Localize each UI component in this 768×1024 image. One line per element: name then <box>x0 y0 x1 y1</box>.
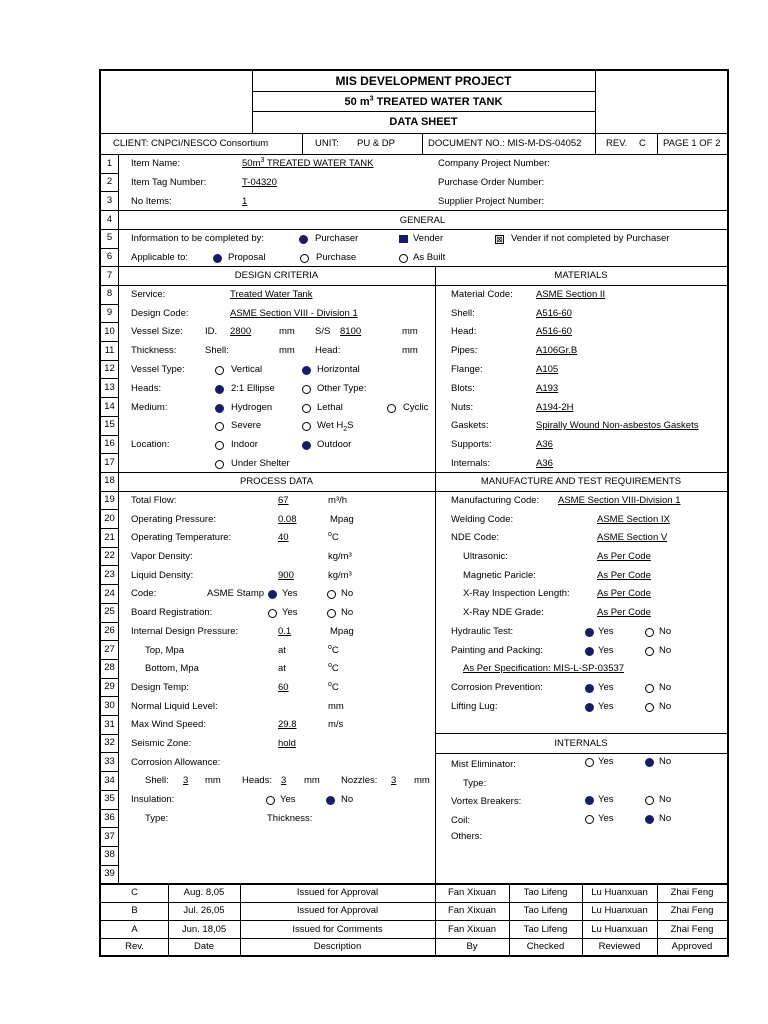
ca-shell-value: 3 <box>183 775 189 786</box>
row-number: 17 <box>104 456 115 468</box>
manufacturing-code-label: Manufacturing Code: <box>451 495 540 506</box>
ellipse-label: 2:1 Ellipse <box>231 383 275 394</box>
insulation-yes-label: Yes <box>280 794 296 805</box>
total-flow-label: Total Flow: <box>131 495 177 506</box>
no-items-label: No Items: <box>131 196 172 207</box>
corrosion-prevention-label: Corrosion Prevention: <box>451 682 543 693</box>
design-code-value: ASME Section VIII - Division 1 <box>230 308 358 319</box>
location-label: Location: <box>131 439 170 450</box>
revision-reviewed: Lu Huanxuan <box>591 923 648 935</box>
revision-reviewed: Lu Huanxuan <box>591 887 648 898</box>
revision-by: Fan Xixuan <box>447 905 497 917</box>
ss-value: 8100 <box>340 326 362 337</box>
magnetic-particle-label: Magnetic Paricle: <box>463 570 536 581</box>
info-completed-label: Information to be completed by: <box>131 233 265 244</box>
corrosion-yes-radio[interactable] <box>585 684 594 693</box>
mat-internals-label: Internals: <box>451 458 491 469</box>
row-number: 16 <box>104 438 115 449</box>
vessel-size-label: Vessel Size: <box>131 326 183 337</box>
reviewed-header: Reviewed <box>598 941 641 952</box>
vessel-type-label: Vessel Type: <box>131 364 185 375</box>
indoor-label: Indoor <box>231 439 258 450</box>
item-tag-label: Item Tag Number: <box>131 177 207 188</box>
row-number: 19 <box>104 494 115 506</box>
coil-no-radio[interactable] <box>645 815 654 824</box>
other-type-label: Other Type: <box>317 383 367 394</box>
revision-desc: Issued for Approval <box>296 905 379 917</box>
severe-radio[interactable] <box>215 422 224 431</box>
row-number: 32 <box>104 737 115 749</box>
nde-code-value: ASME Section V <box>597 532 668 543</box>
vertical-radio[interactable] <box>215 366 224 375</box>
row-number: 11 <box>104 344 115 356</box>
item-name-label: Item Name: <box>131 158 181 169</box>
row-number: 22 <box>104 550 115 562</box>
board-no-label: No <box>341 607 354 618</box>
welding-code-value: ASME Section IX <box>597 514 670 525</box>
board-no-radio[interactable] <box>327 609 336 618</box>
revision-approved: Zhai Feng <box>670 923 714 935</box>
row-number: 3 <box>106 194 113 206</box>
row-number: 12 <box>104 363 115 375</box>
proposal-radio[interactable] <box>213 254 222 263</box>
mat-blots-value: A193 <box>536 383 559 394</box>
liquid-density-value: 900 <box>278 570 294 581</box>
document-title: 50 $m^3$ TREATED WATER TANK <box>344 95 503 108</box>
outdoor-label: Outdoor <box>317 439 352 450</box>
row-number: 7 <box>106 269 113 281</box>
row-number: 6 <box>106 251 113 262</box>
row-number: 38 <box>104 849 115 861</box>
asme-stamp-label: ASME Stamp <box>207 588 265 599</box>
row-number: 36 <box>104 812 115 823</box>
max-wind-speed-label: Max Wind Speed: <box>131 719 206 730</box>
vender-label: Vender <box>413 233 444 244</box>
mist-no-label: No <box>659 756 672 767</box>
lethal-label: Lethal <box>317 402 343 413</box>
asme-stamp-yes-radio[interactable] <box>268 590 277 599</box>
data-sheet <box>99 69 729 957</box>
insulation-label: Insulation: <box>131 794 175 805</box>
purchase-label: Purchase <box>316 252 357 263</box>
ultrasonic-value: As Per Code <box>597 551 651 562</box>
vortex-no-label: No <box>659 794 672 805</box>
severe-label: Severe <box>231 420 262 431</box>
mat-blots-label: Blots: <box>451 383 475 394</box>
lifting-yes-label: Yes <box>598 701 614 712</box>
operating-temperature-unit: $^o$C <box>328 530 339 543</box>
seismic-zone-label: Seismic Zone: <box>131 738 192 749</box>
thickness-head-unit: mm <box>402 345 418 356</box>
rev-label: REV. <box>606 138 628 149</box>
mist-eliminator-label: Mist Eliminator: <box>451 759 516 770</box>
hydraulic-yes-label: Yes <box>598 626 614 637</box>
code-label: Code: <box>131 588 157 599</box>
design-temp-unit: $^o$C <box>328 680 339 693</box>
board-registration-label: Board Registration: <box>131 607 213 618</box>
row-number: 35 <box>104 793 115 805</box>
vapor-density-unit: kg/m³ <box>328 551 352 562</box>
max-wind-speed-value: 29.8 <box>278 719 297 730</box>
asme-stamp-yes-label: Yes <box>282 588 298 599</box>
xray-grade-value: As Per Code <box>597 607 651 618</box>
ss-unit: mm <box>402 326 418 337</box>
hydraulic-test-label: Hydraulic Test: <box>451 626 514 637</box>
thickness-label: Thickness: <box>131 345 177 356</box>
vortex-breakers-label: Vortex Breakers: <box>451 796 522 807</box>
internal-design-pressure-unit: Mpag <box>330 626 354 637</box>
operating-pressure-unit: Mpag <box>330 514 354 525</box>
row-number: 23 <box>104 568 115 580</box>
ss-label: S/S <box>315 326 331 337</box>
bottom-at-label: at <box>278 663 286 674</box>
design-temp-label: Design Temp: <box>131 682 189 693</box>
purchase-order-label: Purchase Order Number: <box>438 177 545 188</box>
total-flow-unit: m³/h <box>328 495 347 506</box>
ca-shell-unit: mm <box>205 775 221 786</box>
as-built-label: As Built <box>413 252 446 263</box>
vender-if-not-completed-label: Vender if not completed by Purchaser <box>511 233 670 244</box>
unit-label: UNIT: <box>315 138 339 149</box>
cyclic-radio[interactable] <box>387 404 396 413</box>
revision-date: Jul. 26,05 <box>183 905 225 917</box>
document-number: DOCUMENT NO.: MIS-M-DS-04052 <box>428 138 582 149</box>
board-yes-label: Yes <box>282 607 298 618</box>
bottom-mpa-label: Bottom, Mpa <box>145 663 199 674</box>
seismic-zone-value: hold <box>278 738 296 749</box>
xray-length-value: As Per Code <box>597 588 651 599</box>
service-label: Service: <box>131 289 166 300</box>
mat-shell-value: A516-60 <box>536 308 572 319</box>
normal-liquid-level-label: Normal Liquid Level: <box>131 701 218 712</box>
hydrogen-label: Hydrogen <box>231 402 273 413</box>
coil-label: Coil: <box>451 815 471 826</box>
welding-code-label: Welding Code: <box>451 514 514 525</box>
vender-checkbox[interactable] <box>399 235 408 243</box>
revision-reviewed: Lu Huanxuan <box>591 905 648 917</box>
ultrasonic-label: Ultrasonic: <box>463 551 508 562</box>
purchase-radio[interactable] <box>300 254 309 263</box>
mat-head-value: A516-60 <box>536 326 572 337</box>
row-number: 20 <box>104 512 115 524</box>
row-number: 10 <box>104 325 115 337</box>
row-number: 29 <box>104 681 115 693</box>
mat-flange-value: A105 <box>536 364 559 375</box>
row-number: 8 <box>106 288 113 300</box>
revision-date: Jun. 18,05 <box>181 923 227 935</box>
row-number: 15 <box>104 419 115 431</box>
date-header: Date <box>193 941 215 952</box>
top-at-label: at <box>278 645 286 656</box>
total-flow-value: 67 <box>278 495 289 506</box>
xray-length-label: X-Ray Inspection Length: <box>463 588 570 599</box>
revision-rev: A <box>131 923 138 935</box>
id-value: 2800 <box>230 326 252 337</box>
coil-yes-radio[interactable] <box>585 815 594 824</box>
ca-nozzles-value: 3 <box>391 775 397 786</box>
revision-rev: B <box>131 905 138 917</box>
cyclic-label: Cyclic <box>403 402 429 413</box>
ca-heads-value: 3 <box>281 775 287 786</box>
mat-internals-value: A36 <box>536 458 553 469</box>
item-name-value: $50m^3$ TREATED WATER TANK <box>242 156 374 169</box>
vertical-label: Vertical <box>231 364 263 375</box>
revision-by: Fan Xixuan <box>447 887 497 898</box>
thickness-shell-label: Shell: <box>205 345 229 356</box>
page-number: PAGE 1 OF 2 <box>663 138 721 149</box>
document-subtitle: DATA SHEET <box>389 116 458 128</box>
client-field: CLIENT: CNPCI/NESCO Consortium <box>113 138 269 149</box>
insulation-type-label: Type: <box>145 813 169 824</box>
operating-pressure-label: Operating Pressure: <box>131 514 217 525</box>
revision-approved: Zhai Feng <box>670 905 714 917</box>
corrosion-allowance-label: Corrosion Allowance: <box>131 757 221 768</box>
section-process-data: PROCESS DATA <box>239 476 314 487</box>
vortex-yes-radio[interactable] <box>585 796 594 805</box>
mist-no-radio[interactable] <box>645 758 654 767</box>
mist-yes-label: Yes <box>598 756 614 767</box>
by-header: By <box>466 941 478 952</box>
max-wind-speed-unit: m/s <box>328 719 344 730</box>
under-shelter-radio[interactable] <box>215 460 224 469</box>
row-number: 25 <box>104 606 115 618</box>
asme-stamp-no-radio[interactable] <box>327 590 336 599</box>
row-number: 39 <box>104 868 115 880</box>
operating-temperature-label: Operating Temperature: <box>131 532 232 543</box>
ca-heads-unit: mm <box>304 775 320 786</box>
unit-value: PU & DP <box>357 138 396 149</box>
lifting-no-radio[interactable] <box>645 703 654 712</box>
mist-type-label: Type: <box>463 778 487 789</box>
row-number: 2 <box>106 176 113 188</box>
row-number: 37 <box>104 830 115 842</box>
corrosion-no-radio[interactable] <box>645 684 654 693</box>
horizontal-radio[interactable] <box>302 366 311 375</box>
hydraulic-no-radio[interactable] <box>645 628 654 637</box>
painting-no-label: No <box>659 645 672 656</box>
operating-temperature-value: 40 <box>278 532 289 543</box>
revision-checked: Tao Lifeng <box>523 923 568 935</box>
coil-no-label: No <box>659 813 672 824</box>
ca-nozzles-label: Nozzles: <box>341 775 378 786</box>
checked-header: Checked <box>526 941 565 952</box>
thickness-head-label: Head: <box>315 345 341 356</box>
section-general: GENERAL <box>399 215 446 226</box>
wet-h2s-label: Wet $H_2S$ <box>317 420 354 433</box>
under-shelter-label: Under Shelter <box>231 458 290 469</box>
xray-grade-label: X-Ray NDE Grade: <box>463 607 544 618</box>
heads-label: Heads: <box>131 383 162 394</box>
lifting-lug-label: Lifting Lug: <box>451 701 498 712</box>
painting-specification: As Per Specification: MIS-L-SP-03537 <box>463 663 625 674</box>
revision-approved: Zhai Feng <box>670 887 714 898</box>
lifting-no-label: No <box>659 701 672 712</box>
approved-header: Approved <box>671 941 713 952</box>
mat-pipes-value: A106Gr.B <box>536 345 578 356</box>
section-materials: MATERIALS <box>554 270 608 281</box>
mat-head-label: Head: <box>451 326 477 337</box>
material-code-label: Material Code: <box>451 289 513 300</box>
as-built-radio[interactable] <box>399 254 408 263</box>
asme-stamp-no-label: No <box>341 588 354 599</box>
row-number: 28 <box>104 662 115 674</box>
project-title: MIS DEVELOPMENT PROJECT <box>335 74 512 88</box>
row-number: 14 <box>104 400 115 412</box>
service-value: Treated Water Tank <box>230 289 313 300</box>
row-number: 1 <box>106 157 113 169</box>
insulation-no-label: No <box>341 794 354 805</box>
row-number: 24 <box>104 587 115 599</box>
lifting-yes-radio[interactable] <box>585 703 594 712</box>
id-unit: mm <box>279 326 295 337</box>
row-number: 9 <box>106 307 113 319</box>
mat-gaskets-label: Gaskets: <box>451 420 489 431</box>
row-number: 26 <box>104 625 115 636</box>
insulation-thickness-label: Thickness: <box>267 813 313 824</box>
insulation-yes-radio[interactable] <box>266 796 275 805</box>
corrosion-no-label: No <box>659 682 672 693</box>
mat-supports-label: Supports: <box>451 439 492 450</box>
wet-h2s-radio[interactable] <box>302 422 311 431</box>
vortex-yes-label: Yes <box>598 794 614 805</box>
coil-yes-label: Yes <box>598 813 614 824</box>
painting-yes-label: Yes <box>598 645 614 656</box>
board-yes-radio[interactable] <box>268 609 277 618</box>
rev-header: Rev. <box>125 941 144 952</box>
revision-checked: Tao Lifeng <box>523 887 568 898</box>
mat-nuts-label: Nuts: <box>451 402 474 413</box>
row-number: 33 <box>104 755 115 767</box>
others-label: Others: <box>451 831 483 842</box>
horizontal-label: Horizontal <box>317 364 360 375</box>
liquid-density-label: Liquid Density: <box>131 570 194 581</box>
thickness-shell-unit: mm <box>279 345 295 356</box>
nde-code-label: NDE Code: <box>451 532 500 543</box>
hydraulic-no-label: No <box>659 626 672 637</box>
ellipse-radio[interactable] <box>215 385 224 394</box>
manufacturing-code-value: ASME Section VIII-Division 1 <box>558 495 681 506</box>
row-number: 27 <box>104 643 115 655</box>
bottom-temp-unit: $^o$C <box>328 661 339 674</box>
row-number: 30 <box>104 699 115 711</box>
company-project-number-label: Company Project Number: <box>438 158 550 169</box>
item-tag-value: T-04320 <box>242 177 277 188</box>
revision-date: Aug. 8,05 <box>183 887 225 898</box>
ca-shell-label: Shell: <box>145 775 169 786</box>
row-number: 21 <box>104 531 115 543</box>
indoor-radio[interactable] <box>215 441 224 450</box>
purchaser-label: Purchaser <box>315 233 359 244</box>
row-number: 13 <box>104 381 115 393</box>
liquid-density-unit: kg/m³ <box>328 570 352 581</box>
top-temp-unit: $^o$C <box>328 643 339 656</box>
hydraulic-yes-radio[interactable] <box>585 628 594 637</box>
painting-packing-label: Painting and Packing: <box>451 645 543 656</box>
revision-rev: C <box>131 887 138 898</box>
id-label: ID. <box>205 326 218 337</box>
purchaser-radio[interactable] <box>299 235 308 244</box>
corrosion-yes-label: Yes <box>598 682 614 693</box>
row-number: 18 <box>104 475 115 487</box>
normal-liquid-level-unit: mm <box>328 701 344 712</box>
hydrogen-radio[interactable] <box>215 404 224 413</box>
painting-yes-radio[interactable] <box>585 647 594 656</box>
revision-desc: Issued for Approval <box>296 887 379 898</box>
row-number: 5 <box>106 232 113 244</box>
proposal-label: Proposal <box>228 252 266 263</box>
ca-nozzles-unit: mm <box>414 775 430 786</box>
section-design-criteria: DESIGN CRITERIA <box>234 270 319 281</box>
top-mpa-label: Top, Mpa <box>145 645 185 656</box>
rev-value: C <box>639 138 646 149</box>
row-number: 4 <box>106 213 113 225</box>
insulation-no-radio[interactable] <box>326 796 335 805</box>
revision-desc: Issued for Comments <box>292 923 383 935</box>
outdoor-radio[interactable] <box>302 441 311 450</box>
mat-supports-value: A36 <box>536 439 553 450</box>
vapor-density-label: Vapor Density: <box>131 551 193 562</box>
design-temp-value: 60 <box>278 682 289 693</box>
applicable-to-label: Applicable to: <box>131 252 189 263</box>
other-type-radio[interactable] <box>302 385 311 394</box>
mat-shell-label: Shell: <box>451 308 475 319</box>
no-items-value: 1 <box>242 196 248 207</box>
mist-yes-radio[interactable] <box>585 758 594 767</box>
internal-design-pressure-label: Internal Design Pressure: <box>131 626 239 637</box>
material-code-value: ASME Section II <box>536 289 606 300</box>
painting-no-radio[interactable] <box>645 647 654 656</box>
row-number: 34 <box>104 774 115 786</box>
mat-pipes-label: Pipes: <box>451 345 478 356</box>
design-code-label: Design Code: <box>131 308 189 319</box>
revision-by: Fan Xixuan <box>447 923 497 935</box>
revision-checked: Tao Lifeng <box>523 905 568 917</box>
internal-design-pressure-value: 0.1 <box>278 626 292 637</box>
section-manufacture-test: MANUFACTURE AND TEST REQUIREMENTS <box>480 476 682 487</box>
supplier-project-label: Supplier Project Number: <box>438 196 545 207</box>
mat-nuts-value: A194-2H <box>536 402 574 413</box>
mat-flange-label: Flange: <box>451 364 483 375</box>
operating-pressure-value: 0.08 <box>278 514 297 525</box>
magnetic-particle-value: As Per Code <box>597 570 651 581</box>
medium-label: Medium: <box>131 402 168 413</box>
description-header: Description <box>313 941 362 952</box>
section-internals: INTERNALS <box>554 738 608 749</box>
vender-if-not-completed-checkbox[interactable]: ⊠ <box>496 235 503 244</box>
mat-gaskets-value: Spirally Wound Non-asbestos Gaskets <box>536 420 699 431</box>
lethal-radio[interactable] <box>302 404 311 413</box>
ca-heads-label: Heads: <box>242 775 273 786</box>
vortex-no-radio[interactable] <box>645 796 654 805</box>
row-number: 31 <box>104 718 115 730</box>
